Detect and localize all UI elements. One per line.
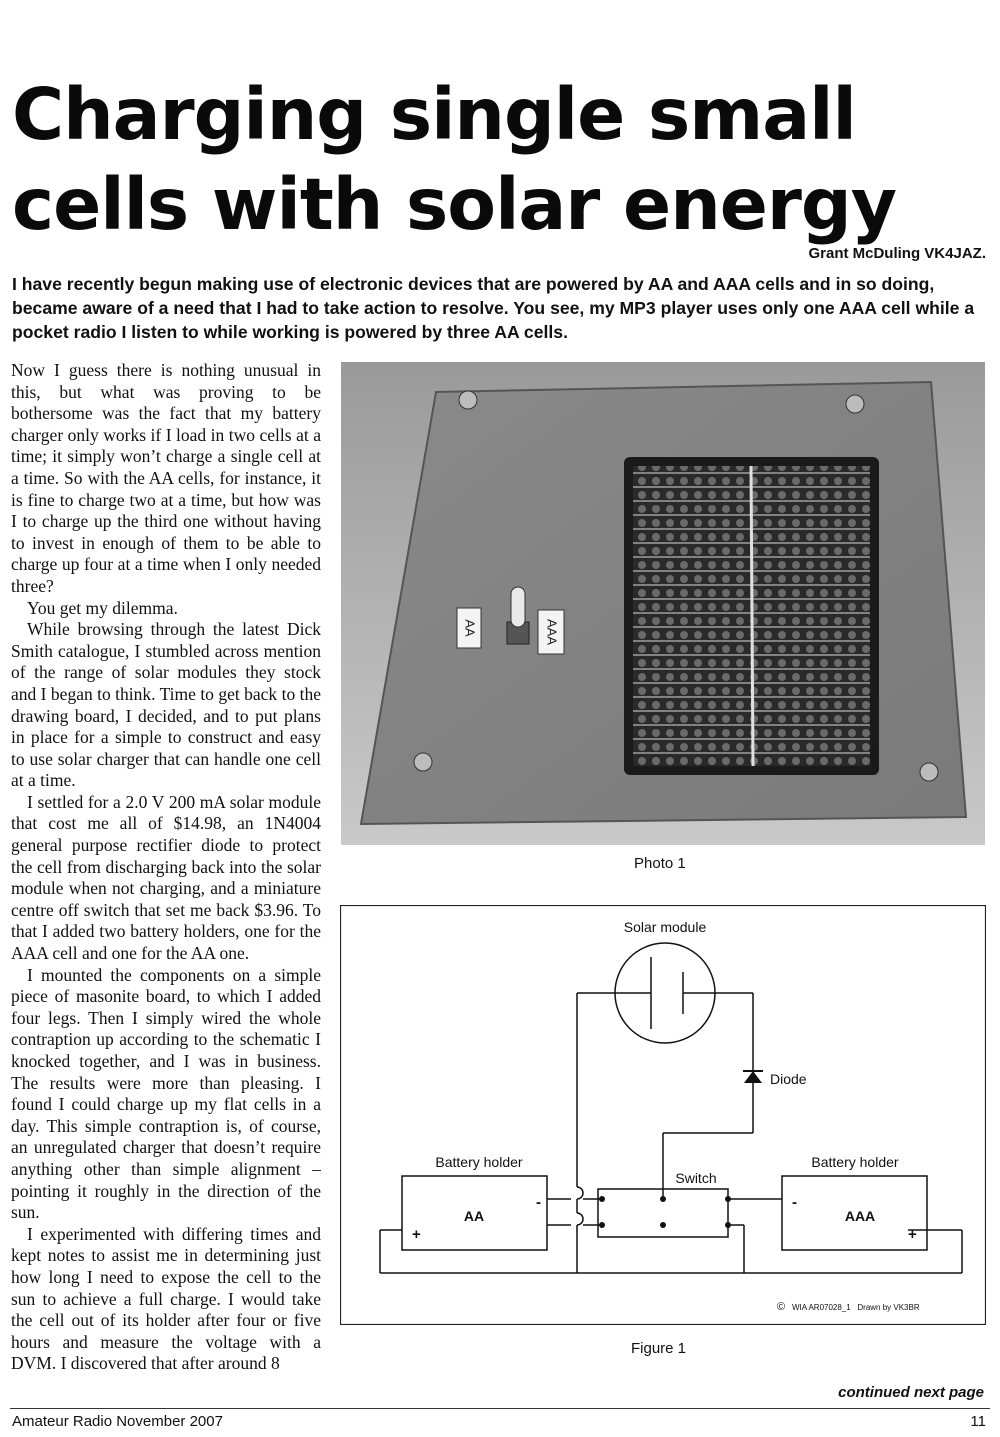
article-title <box>12 70 992 250</box>
label-switch: Switch <box>675 1170 717 1186</box>
figure-credit: WIA AR07028_1 Drawn by VK3BR <box>792 1303 920 1312</box>
photo-solar-charger <box>341 362 985 845</box>
photo-caption: Photo 1 <box>634 855 686 872</box>
label-aa-plus: + <box>412 1226 421 1243</box>
schematic-figure <box>340 905 986 1325</box>
label-aaa-text: AAA <box>544 618 560 646</box>
body-paragraph: You get my dilemma. <box>27 597 178 618</box>
title-line-2: cells with solar energy <box>12 163 897 246</box>
body-paragraph: I settled for a 2.0 V 200 mA solar module that cost me all of $14.98, an 1N4004 general purpose rectifier diode to protect the cell from discharging back into the solar module when not charging, and a miniature centre off switch that set me back $3.96. To that I added two battery holders, one for the AAA cell and one for the AA one. <box>11 791 321 964</box>
body-paragraph: Now I guess there is nothing unusual in this, but what was proving to be bothersome was the fact that my battery charger only works if I load in two cells at a time; it simply won’t charge a single cell at a time. So with the AA cells, for instance, it is fine to charge two at a time, but how was I to charge up the third one without having to invest in enough of them to be able to charge up four at a time when I only needed three? <box>11 360 321 596</box>
page-footer <box>12 1413 986 1430</box>
label-aa-minus: - <box>536 1194 541 1211</box>
lead-paragraph: I have recently begun making use of electronic devices that are powered by AA and AAA cells and in so doing, became aware of a need that I had to take action to resolve. You see, my MP3 player uses only one AAA cell while a pocket radio I listen to while working is powered by three AA cells. <box>12 274 975 342</box>
label-aa-text: AA <box>462 619 478 637</box>
title-line-1: Charging single small <box>12 73 856 156</box>
continued-notice: continued next page <box>838 1384 984 1401</box>
label-aaa-minus: - <box>792 1194 797 1211</box>
label-aa-cell: AA <box>463 1208 485 1224</box>
footer-rule <box>10 1408 990 1409</box>
body-paragraph: I mounted the components on a simple piece of masonite board, to which I added four legs. Then I simply wired the whole contraption up according to the schematic I knocked together, and I was in business. The results were more than pleasing. I found I could charge up my flat cells in a day. This simple contraption is, of course, an unregulated charger that doesn’t require anything other than simple alignment – pointing it roughly in the direction of the sun. <box>11 964 321 1223</box>
body-paragraph: I experimented with differing times and kept notes to assist me in determining just how long I need to expose the cell to the sun to achieve a full charge. I would take the cell out of its holder after four or five hours and measure the voltage with a DVM. I discovered that after around 8 <box>11 1223 321 1374</box>
solar-bus-bar <box>751 466 753 766</box>
figure-caption: Figure 1 <box>631 1340 687 1357</box>
label-aaa-plus: + <box>908 1226 917 1243</box>
figure-frame <box>341 906 986 1325</box>
label-holder-left: Battery holder <box>435 1154 523 1170</box>
body-column <box>11 360 321 1390</box>
author-byline: Grant McDuling VK4JAZ. <box>808 245 986 262</box>
body-paragraph: While browsing through the latest Dick Smith catalogue, I stumbled across mention of the range of solar modules they stock and I began to think. Time to get back to the drawing board, I decided, and to put plans in place for a simple to construct and easy to use solar charger that can handle one cell at a time. <box>11 619 321 791</box>
copyright-icon: © <box>777 1301 786 1313</box>
label-diode: Diode <box>770 1071 807 1087</box>
label-aaa-cell: AAA <box>844 1208 876 1224</box>
label-holder-right: Battery holder <box>811 1154 899 1170</box>
page-number: 11 <box>970 1413 986 1430</box>
label-solar-module: Solar module <box>623 919 707 935</box>
publication-name: Amateur Radio November 2007 <box>12 1413 223 1430</box>
